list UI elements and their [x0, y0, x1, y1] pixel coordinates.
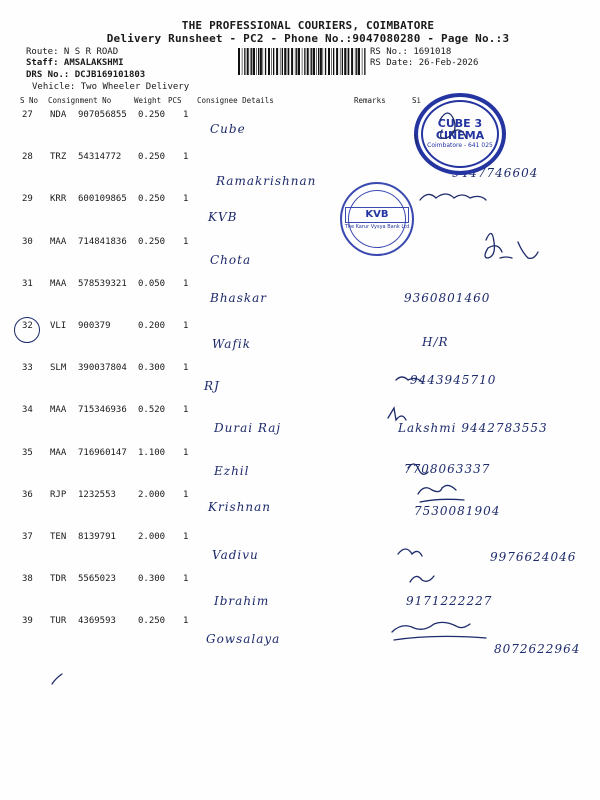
- barcode-bar: [344, 48, 346, 75]
- runsheet-subtitle: Delivery Runsheet - PC2 - Phone No.:9047080280 - Page No.:3: [106, 32, 510, 45]
- row-consignment-no: 5565023: [78, 574, 116, 585]
- barcode-bar: [336, 48, 338, 75]
- row-weight: 0.250: [138, 110, 166, 120]
- row-consignee-name: Bhaskar: [210, 290, 268, 305]
- barcode-bar: [347, 48, 348, 75]
- row-sno: 39: [22, 616, 33, 627]
- row-consignment-prefix: MAA: [50, 447, 67, 458]
- row-consignee-name: Ezhil: [214, 463, 250, 478]
- row-consignment-no: 578539321: [78, 278, 127, 289]
- barcode-bar: [348, 48, 349, 75]
- barcode-bar: [328, 48, 330, 75]
- barcode-bar: [307, 48, 309, 75]
- row-consignee-name: RJ: [204, 379, 220, 394]
- company-title: THE PROFESSIONAL COURIERS, COIMBATORE: [181, 19, 435, 32]
- row-consignment-prefix: TEN: [50, 532, 67, 542]
- row-weight: 0.250: [138, 236, 166, 247]
- row-consignment-prefix: VLI: [50, 321, 67, 331]
- barcode-bar: [251, 48, 252, 75]
- row-remark: 9171222227: [406, 594, 493, 609]
- row-consignment-prefix: MAA: [50, 236, 67, 247]
- row-consignment-no: 8139791: [78, 532, 116, 542]
- barcode-bar: [250, 48, 251, 75]
- row-consignment-prefix: TUR: [50, 616, 67, 627]
- row-consignee-name: KVB: [208, 210, 238, 225]
- row-consignment-no: 907056855: [78, 110, 127, 120]
- cube-cinema-stamp: CUBE 3 CINEMA Coimbatore - 641 025: [414, 93, 506, 175]
- barcode-bar: [298, 48, 300, 75]
- row-remark: 7530081904: [414, 503, 501, 518]
- row-remark: 7708063337: [404, 461, 491, 476]
- col-weight: Weight: [134, 96, 162, 105]
- row-weight: 0.200: [138, 321, 166, 331]
- row-weight: 0.250: [138, 152, 166, 163]
- row-sno: 28: [22, 152, 33, 163]
- row-sno: 30: [22, 236, 33, 247]
- barcode-bar: [364, 48, 365, 75]
- barcode-bar: [302, 48, 303, 75]
- row-consignment-no: 1232553: [78, 489, 116, 500]
- barcode-bar: [238, 48, 240, 75]
- row-consignment-no: 900379: [78, 321, 111, 331]
- row-remark: 9443945710: [410, 373, 497, 388]
- barcode-bar: [320, 48, 322, 75]
- row-consignee-name: Ramakrishnan: [216, 174, 317, 189]
- row-remark: 9447746604: [452, 166, 539, 181]
- row-sno: 29: [22, 194, 33, 205]
- row-consignment-prefix: TRZ: [50, 152, 67, 163]
- row-32-circle-mark: [14, 317, 40, 343]
- barcode-bar: [351, 48, 353, 75]
- row-weight: 0.050: [138, 278, 166, 289]
- barcode-bar: [273, 48, 274, 75]
- barcode-bar: [316, 48, 317, 75]
- row-consignment-no: 715346936: [78, 405, 127, 416]
- col-sno: S No: [20, 96, 39, 105]
- row-pcs: 1: [183, 110, 189, 120]
- barcode-bar: [295, 48, 296, 75]
- row-consignment-prefix: KRR: [50, 194, 67, 205]
- row-weight: 0.520: [138, 405, 166, 416]
- row-weight: 0.250: [138, 194, 166, 205]
- row-sno: 33: [22, 363, 33, 374]
- row-remark: Lakshmi 9442783553: [398, 421, 548, 436]
- rs-number: RS No.: 1691018: [370, 47, 452, 57]
- row-weight: 2.000: [138, 532, 166, 542]
- row-remark: H/R: [422, 335, 449, 349]
- barcode-bar: [310, 48, 311, 75]
- barcode-bar: [258, 48, 259, 75]
- row-pcs: 1: [183, 405, 189, 416]
- row-pcs: 1: [183, 236, 189, 247]
- col-remarks: Remarks: [354, 96, 386, 105]
- barcode-bar: [325, 48, 326, 75]
- row-pcs: 1: [183, 616, 189, 627]
- row-weight: 2.000: [138, 489, 166, 500]
- table-row: [0, 363, 600, 394]
- row-pcs: 1: [183, 321, 189, 331]
- row-consignment-prefix: SLM: [50, 363, 67, 374]
- barcode-bar: [263, 48, 264, 75]
- row-consignee-name: Ibrahim: [214, 594, 270, 609]
- barcode-bar: [318, 48, 319, 75]
- row-consignment-prefix: RJP: [50, 489, 67, 500]
- row-weight: 0.250: [138, 616, 166, 627]
- row-pcs: 1: [183, 278, 189, 289]
- barcode-bar: [331, 48, 332, 75]
- barcode-bar: [276, 48, 278, 75]
- kvb-bank-stamp: KVB The Karur Vysya Bank Ltd: [340, 182, 414, 256]
- row-pcs: 1: [183, 574, 189, 585]
- staff-label: Staff: AMSALAKSHMI: [26, 58, 124, 68]
- barcode-bar: [256, 48, 257, 75]
- row-sno: 35: [22, 447, 33, 458]
- row-remark: 8072622964: [494, 642, 581, 657]
- barcode-bar: [284, 48, 286, 75]
- row-consignment-no: 54314772: [78, 152, 122, 163]
- row-consignment-no: 716960147: [78, 447, 127, 458]
- table-row: [0, 278, 600, 305]
- row-consignee-name: Durai Raj: [214, 421, 282, 436]
- route-label: Route: N S R ROAD: [26, 47, 119, 57]
- col-consignment: Consignment No: [48, 96, 112, 105]
- row-consignee-name: Chota: [210, 252, 252, 267]
- row-consignment-prefix: TDR: [50, 574, 67, 585]
- barcode-bar: [265, 48, 266, 75]
- barcode-bar: [362, 48, 363, 75]
- barcode-bar: [260, 48, 262, 75]
- row-pcs: 1: [183, 194, 189, 205]
- barcode-bar: [244, 48, 245, 75]
- row-pcs: 1: [183, 447, 189, 458]
- table-row: [0, 574, 600, 609]
- barcode-bar: [340, 48, 341, 75]
- barcode: [238, 48, 368, 75]
- row-pcs: 1: [183, 532, 189, 542]
- barcode-bar: [311, 48, 312, 75]
- row-consignee-name: Vadivu: [212, 548, 259, 562]
- table-row: [0, 405, 600, 436]
- row-sno: 38: [22, 574, 33, 585]
- row-weight: 0.300: [138, 574, 166, 585]
- barcode-bar: [280, 48, 281, 75]
- table-row: [0, 152, 600, 189]
- drs-number: DRS No.: DCJB169101803: [26, 70, 146, 80]
- barcode-bar: [242, 48, 243, 75]
- row-consignee-name: Cube: [210, 122, 246, 136]
- row-consignment-no: 714841836: [78, 236, 127, 247]
- row-consignee-name: Wafik: [212, 337, 251, 351]
- row-sno: 32: [22, 321, 33, 331]
- barcode-bar: [323, 48, 324, 75]
- row-pcs: 1: [183, 363, 189, 374]
- row-pcs: 1: [183, 152, 189, 163]
- barcode-bar: [313, 48, 315, 75]
- barcode-bar: [304, 48, 305, 75]
- barcode-bar: [247, 48, 249, 75]
- row-consignment-no: 4369593: [78, 616, 116, 627]
- table-row: [0, 532, 600, 564]
- table-row: [0, 321, 600, 351]
- barcode-bar: [287, 48, 288, 75]
- row-sno: 31: [22, 278, 33, 289]
- col-pcs: PCS: [168, 96, 182, 105]
- row-pcs: 1: [183, 489, 189, 500]
- barcode-bar: [282, 48, 283, 75]
- col-sign: Si: [412, 96, 422, 105]
- table-row: [0, 236, 600, 267]
- row-weight: 1.100: [138, 447, 166, 458]
- row-sno: 36: [22, 489, 33, 500]
- barcode-bar: [358, 48, 360, 75]
- barcode-bar: [333, 48, 334, 75]
- row-weight: 0.300: [138, 363, 166, 374]
- barcode-bar: [288, 48, 289, 75]
- row-consignment-prefix: MAA: [50, 405, 67, 416]
- vehicle-label: Vehicle: Two Wheeler Delivery: [32, 82, 190, 92]
- row-remark: 9976624046: [490, 550, 577, 564]
- barcode-bar: [271, 48, 272, 75]
- row-consignment-prefix: NDA: [50, 110, 67, 120]
- barcode-bar: [296, 48, 297, 75]
- table-row: [0, 616, 600, 657]
- col-consignee: Consignee Details: [197, 96, 274, 105]
- row-consignment-prefix: MAA: [50, 278, 67, 289]
- table-row: [0, 447, 600, 478]
- barcode-bar: [355, 48, 356, 75]
- row-remark: 9360801460: [404, 290, 491, 305]
- barcode-bar: [291, 48, 293, 75]
- row-consignment-no: 390037804: [78, 363, 127, 374]
- row-sno: 37: [22, 532, 33, 542]
- table-row: [0, 489, 600, 518]
- row-sno: 34: [22, 405, 33, 416]
- row-consignment-no: 600109865: [78, 194, 127, 205]
- row-sno: 27: [22, 110, 33, 120]
- barcode-bar: [268, 48, 270, 75]
- row-consignee-name: Krishnan: [208, 499, 272, 514]
- barcode-bar: [342, 48, 343, 75]
- rs-date: RS Date: 26-Feb-2026: [370, 58, 479, 68]
- barcode-bar: [356, 48, 357, 75]
- row-consignee-name: Gowsalaya: [206, 632, 281, 647]
- barcode-bar: [253, 48, 255, 75]
